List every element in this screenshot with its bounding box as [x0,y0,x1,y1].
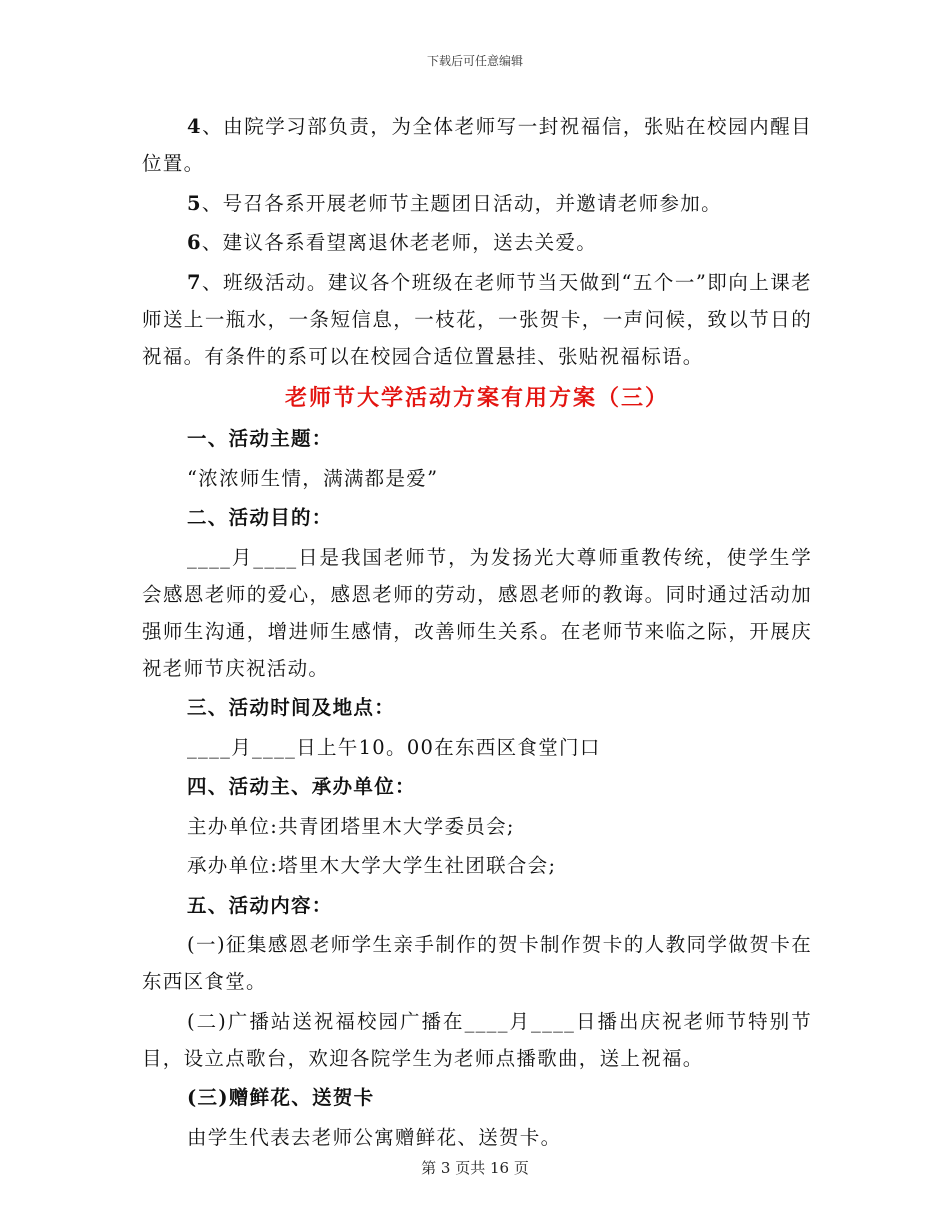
org-heading: 四、活动主、承办单位： [187,775,416,798]
content-item-2: (二)广播站送祝福校园广播在____月____日播出庆祝老师节特别节目，设立点歌台，欢迎各院学生为老师点播歌曲，送上祝福。 [142,1009,812,1070]
page-footer: 第 3 页共 16 页 [421,1159,529,1177]
content-item-3-text: 由学生代表去老师公寓赠鲜花、送贺卡。 [187,1125,562,1149]
list-number: 6 [187,231,202,254]
list-item-6 [142,224,812,261]
time-heading: 三、活动时间及地点： [187,696,396,719]
list-item-5 [142,185,812,222]
list-text: 、建议各系看望离退休老老师，送去关爱。 [201,231,598,254]
purpose-text: ____月____日是我国老师节，为发扬光大尊师重教传统，使学生学会感恩老师的爱心，感恩老师的劳动，感恩老师的教诲。同时通过活动加强师生沟通，增进师生感情，改善师生关系。在老师节来临之际，开展庆祝老师节庆祝活动。 [142,545,812,680]
list-text: 、由院学习部负责，为全体老师写一封祝福信，张贴在校园内醒目位置。 [142,115,812,175]
time-text: ____月____日上午10。00在东西区食堂门口 [187,735,601,759]
org-co: 承办单位:塔里木大学大学生社团联合会; [187,854,557,877]
list-text: 、号召各系开展老师节主题团日活动，并邀请老师参加。 [201,191,722,215]
document-body [142,108,812,1158]
page-header: 下载后可任意编辑 [426,54,523,68]
org-host: 主办单位:共青团塔里木大学委员会; [187,814,515,838]
content-heading: 五、活动内容： [187,893,333,917]
list-item-7 [142,264,812,375]
theme-heading: 一、活动主题： [187,427,333,450]
content-item-1: (一)征集感恩老师学生亲手制作的贺卡制作贺卡的人教同学做贺卡在东西区食堂。 [142,933,812,993]
list-item-4 [142,108,812,182]
section-title: 老师节大学活动方案有用方案（三） [284,385,669,411]
list-text: 、班级活动。建议各个班级在老师节当天做到“五个一”即向上课老师送上一瓶水，一条短信息，一枝花，一张贺卡，一声问候，致以节日的祝福。有条件的系可以在校园合适位置悬挂、张贴祝福标语。 [142,270,812,368]
content-item-3-heading: (三)赠鲜花、送贺卡 [187,1086,375,1109]
list-number: 5 [187,191,202,215]
purpose-heading: 二、活动目的： [187,506,333,529]
theme-text: “浓浓师生情，满满都是爱” [187,466,439,490]
list-number: 4 [187,115,202,138]
list-number: 7 [187,270,202,294]
